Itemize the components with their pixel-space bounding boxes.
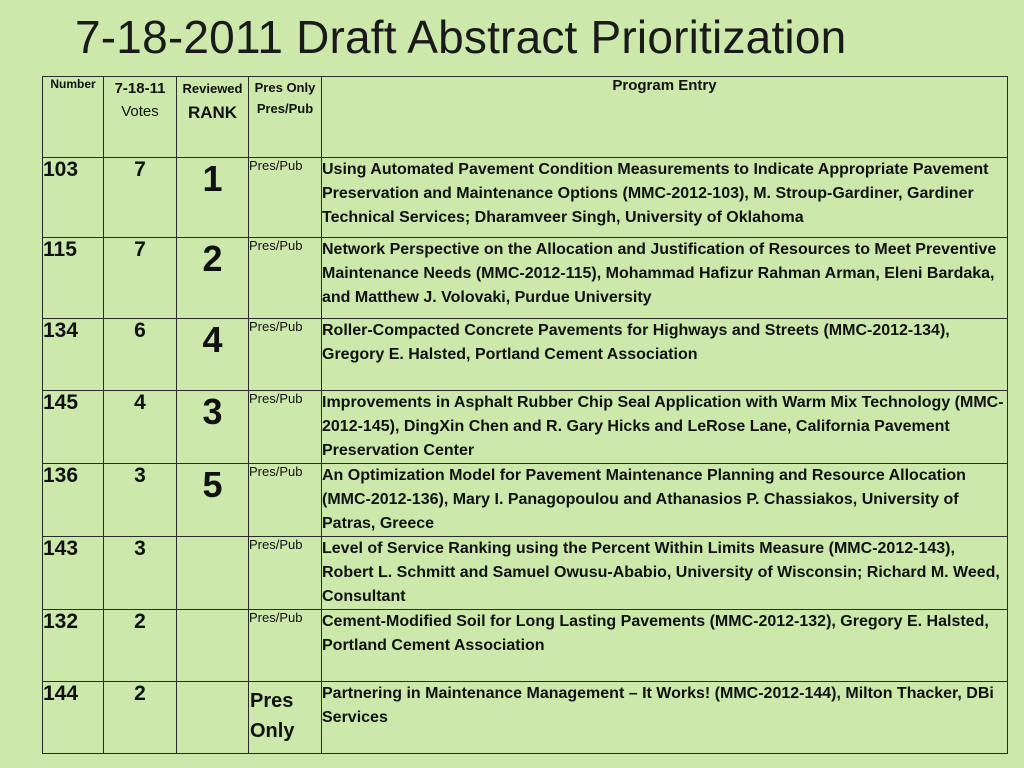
abstract-table <box>42 76 1008 754</box>
header-pres <box>249 77 322 158</box>
row-entry: Using Automated Pavement Condition Measurements to Indicate Appropriate Pavement Preservation and Maintenance Options (MMC-2012-103), M. Stroup-Gardiner, Gardiner Technical Services; Dharamveer Singh, University of Oklahoma <box>322 158 1008 238</box>
row-entry: Improvements in Asphalt Rubber Chip Seal Application with Warm Mix Technology (MMC-2012-145), DingXin Chen and R. Gary Hicks and LeRose Lane, California Pavement Preservation Center <box>322 391 1008 464</box>
row-rank: 5 <box>177 464 249 537</box>
row-pres: Pres/Pub <box>249 158 322 238</box>
row-rank <box>177 537 249 610</box>
row-number: 143 <box>43 537 104 610</box>
table-row <box>43 464 1008 537</box>
table-row <box>43 610 1008 682</box>
header-rank <box>177 77 249 158</box>
header-pres-line2: Pres/Pub <box>256 101 314 116</box>
row-rank: 4 <box>177 319 249 391</box>
row-rank: 3 <box>177 391 249 464</box>
table-row <box>43 158 1008 238</box>
row-rank <box>177 682 249 754</box>
row-rank: 2 <box>177 238 249 319</box>
row-entry: Cement-Modified Soil for Long Lasting Pavements (MMC-2012-132), Gregory E. Halsted, Portland Cement Association <box>322 610 1008 682</box>
row-pres: Pres/Pub <box>249 464 322 537</box>
header-program-entry: Program Entry <box>322 77 1008 158</box>
header-pres-line1: Pres Only <box>254 80 316 95</box>
row-number: 115 <box>43 238 104 319</box>
row-rank <box>177 610 249 682</box>
row-pres: Pres/Pub <box>249 238 322 319</box>
header-votes-line2: Votes <box>121 103 159 120</box>
table-row <box>43 682 1008 754</box>
row-pres: Pres/Pub <box>249 391 322 464</box>
row-votes: 2 <box>104 682 177 754</box>
header-votes-line1: 7-18-11 <box>114 80 166 97</box>
header-votes <box>104 77 177 158</box>
row-entry: An Optimization Model for Pavement Maintenance Planning and Resource Allocation (MMC-2012-136), Mary I. Panagopoulou and Athanasios P. Chassiakos, University of Patras, Greece <box>322 464 1008 537</box>
row-rank: 1 <box>177 158 249 238</box>
row-pres: Pres/Pub <box>249 610 322 682</box>
row-pres: Pres Only <box>249 682 322 754</box>
row-entry: Network Perspective on the Allocation and Justification of Resources to Meet Preventive Maintenance Needs (MMC-2012-115), Mohammad Hafizur Rahman Arman, Eleni Bardaka, and Matthew J. Volovaki, Purdue University <box>322 238 1008 319</box>
row-votes: 3 <box>104 537 177 610</box>
row-number: 145 <box>43 391 104 464</box>
header-number: Number <box>43 77 104 158</box>
row-number: 136 <box>43 464 104 537</box>
row-pres: Pres/Pub <box>249 537 322 610</box>
row-votes: 7 <box>104 158 177 238</box>
slide-title: 7-18-2011 Draft Abstract Prioritization <box>75 11 847 63</box>
table-row <box>43 238 1008 319</box>
row-pres: Pres/Pub <box>249 319 322 391</box>
header-rank-line1: Reviewed <box>182 81 243 96</box>
row-votes: 7 <box>104 238 177 319</box>
table-row <box>43 319 1008 391</box>
row-votes: 3 <box>104 464 177 537</box>
row-number: 144 <box>43 682 104 754</box>
row-entry: Partnering in Maintenance Management – It Works! (MMC-2012-144), Milton Thacker, DBi Services <box>322 682 1008 754</box>
row-entry: Roller-Compacted Concrete Pavements for Highways and Streets (MMC-2012-134), Gregory E. Halsted, Portland Cement Association <box>322 319 1008 391</box>
row-entry: Level of Service Ranking using the Percent Within Limits Measure (MMC-2012-143), Robert L. Schmitt and Samuel Owusu-Ababio, University of Wisconsin; Richard M. Weed, Consultant <box>322 537 1008 610</box>
row-number: 103 <box>43 158 104 238</box>
header-rank-line2: RANK <box>187 103 238 122</box>
row-votes: 6 <box>104 319 177 391</box>
row-number: 134 <box>43 319 104 391</box>
row-votes: 4 <box>104 391 177 464</box>
header-row <box>43 77 1008 158</box>
table-row <box>43 391 1008 464</box>
row-number: 132 <box>43 610 104 682</box>
row-votes: 2 <box>104 610 177 682</box>
table-row <box>43 537 1008 610</box>
